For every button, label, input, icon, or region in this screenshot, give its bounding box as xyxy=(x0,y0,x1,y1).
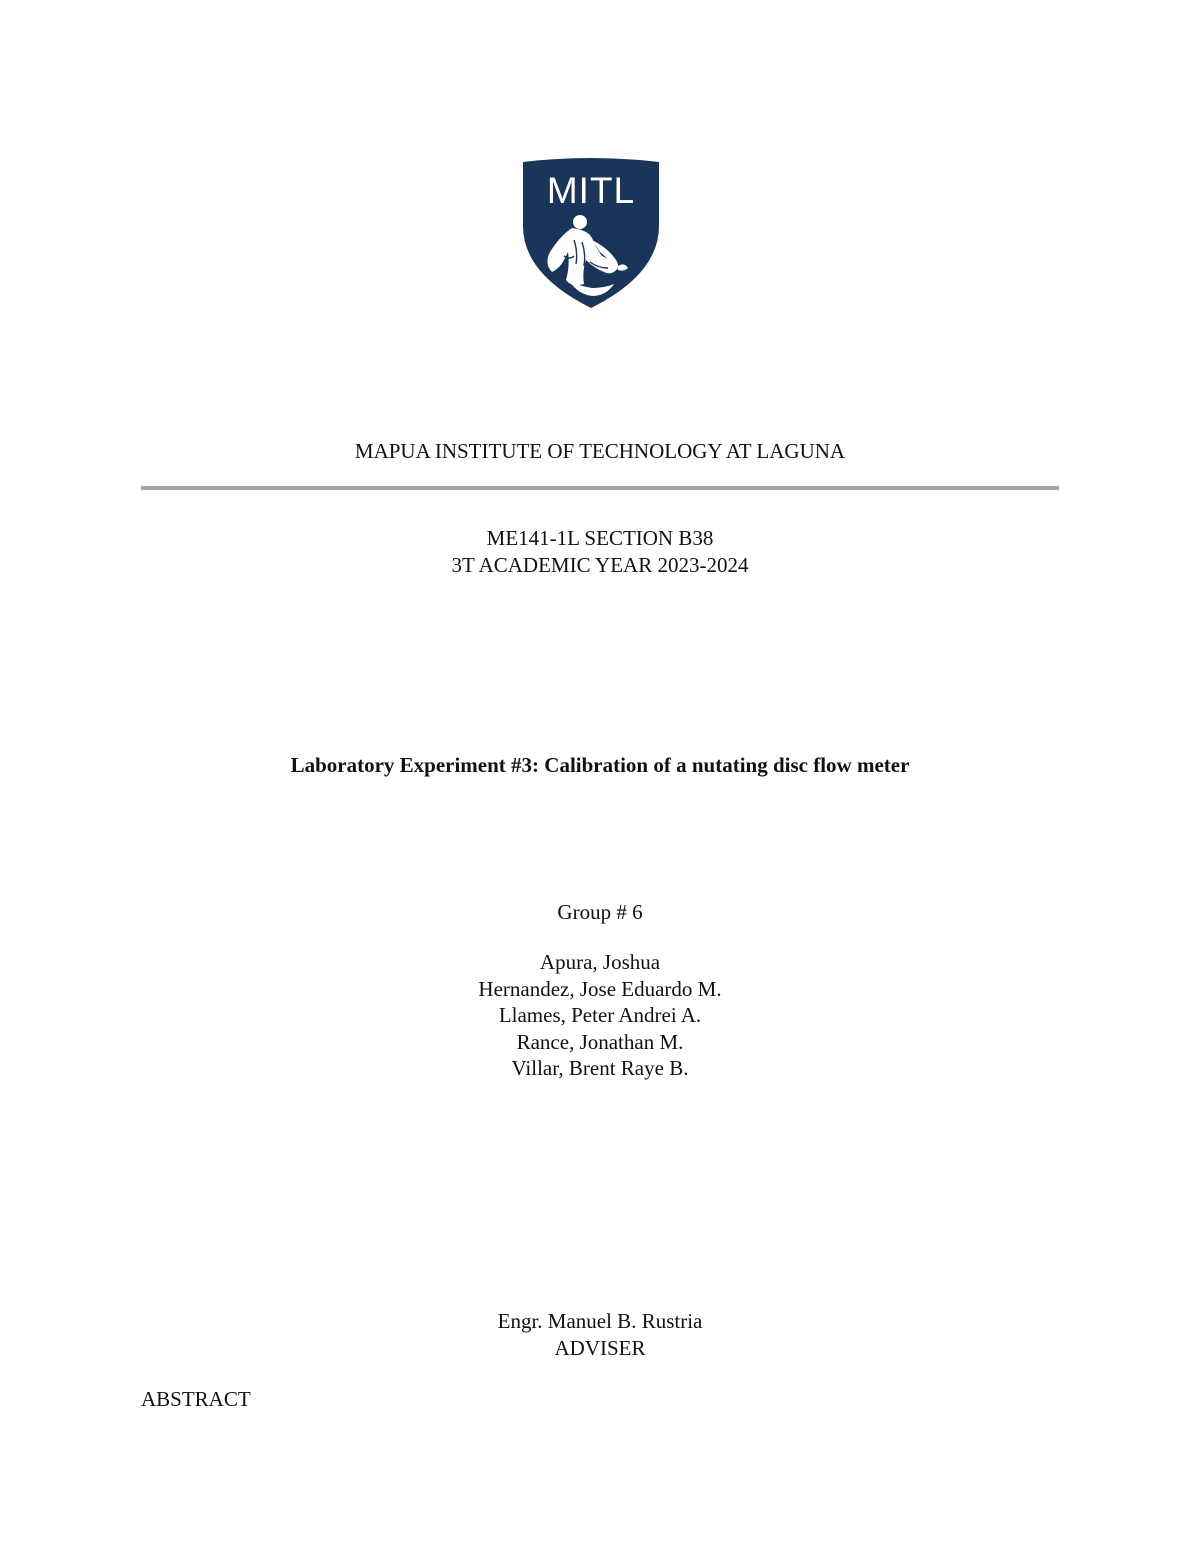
institution-name: MAPUA INSTITUTE OF TECHNOLOGY AT LAGUNA xyxy=(354,439,846,463)
member-list xyxy=(0,949,1200,1082)
adviser-name: Engr. Manuel B. Rustria xyxy=(497,1309,703,1333)
course-section: ME141-1L SECTION B38 xyxy=(486,526,714,550)
adviser-block xyxy=(0,1308,1200,1362)
abstract-heading: ABSTRACT xyxy=(141,1387,251,1411)
member-name: Hernandez, Jose Eduardo M. xyxy=(478,976,722,1001)
member-name: Rance, Jonathan M. xyxy=(516,1029,684,1054)
academic-term: 3T ACADEMIC YEAR 2023-2024 xyxy=(451,553,749,577)
experiment-title: Laboratory Experiment #3: Calibration of a nutating disc flow meter xyxy=(290,753,910,777)
course-info xyxy=(0,525,1200,579)
member-name: Llames, Peter Andrei A. xyxy=(498,1003,702,1027)
horizontal-divider xyxy=(141,486,1059,490)
mitl-logo xyxy=(520,156,662,310)
group-label: Group # 6 xyxy=(557,900,643,924)
member-name: Villar, Brent Raye B. xyxy=(511,1056,689,1080)
svg-text:MITL: MITL xyxy=(546,170,636,211)
adviser-role: ADVISER xyxy=(554,1336,646,1360)
member-name: Apura, Joshua xyxy=(539,950,661,974)
